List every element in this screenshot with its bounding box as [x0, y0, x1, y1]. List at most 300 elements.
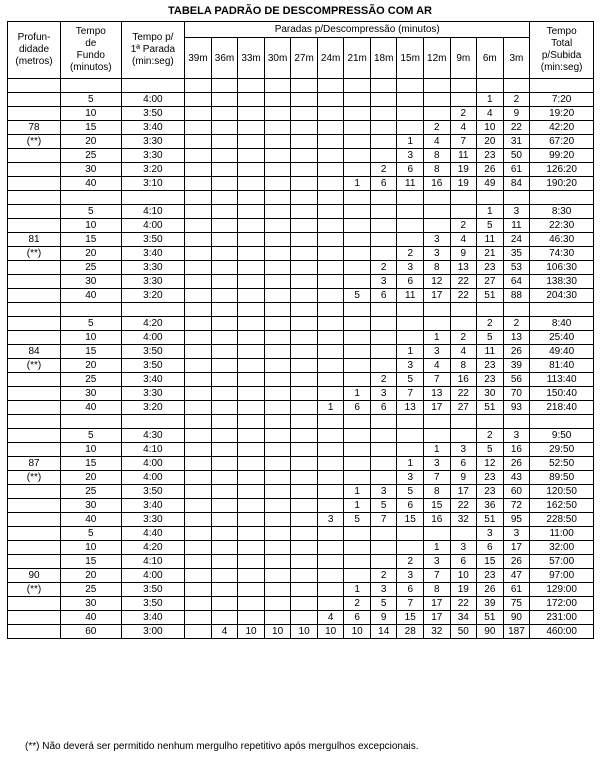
stop-cell: 49	[477, 177, 504, 191]
stop-cell: 27	[477, 275, 504, 289]
empty-cell	[264, 191, 291, 205]
stop-cell	[317, 149, 344, 163]
stop-cell	[185, 205, 212, 219]
stop-cell	[211, 121, 238, 135]
total-ascent-cell: 228:50	[530, 513, 594, 527]
depth-cell	[8, 485, 61, 499]
stop-cell: 26	[503, 457, 530, 471]
stop-cell	[185, 289, 212, 303]
stop-cell	[264, 401, 291, 415]
stop-cell	[238, 513, 265, 527]
stop-cell: 9	[503, 107, 530, 121]
table-row	[8, 499, 594, 513]
stop-cell: 4	[477, 107, 504, 121]
stop-cell: 43	[503, 471, 530, 485]
stop-cell	[238, 583, 265, 597]
stop-cell: 27	[450, 401, 477, 415]
first-stop-cell: 4:20	[121, 317, 185, 331]
empty-cell	[8, 415, 61, 429]
stop-cell	[291, 597, 318, 611]
header-bottom-time: Tempo de Fundo (minutos)	[61, 22, 121, 79]
stop-cell	[238, 541, 265, 555]
total-ascent-cell: 172:00	[530, 597, 594, 611]
stop-cell	[450, 205, 477, 219]
stop-cell	[317, 457, 344, 471]
empty-cell	[530, 191, 594, 205]
empty-cell	[185, 303, 212, 317]
stop-cell: 22	[503, 121, 530, 135]
stop-cell	[211, 555, 238, 569]
stop-cell: 3	[397, 569, 424, 583]
stop-cell: 47	[503, 569, 530, 583]
stop-cell	[238, 345, 265, 359]
bottom-time-cell: 10	[61, 541, 121, 555]
stop-cell: 22	[450, 387, 477, 401]
stop-cell: 61	[503, 163, 530, 177]
table-row	[8, 401, 594, 415]
depth-cell	[8, 555, 61, 569]
stop-cell: 2	[450, 107, 477, 121]
stop-cell: 6	[397, 583, 424, 597]
stop-cell: 7	[397, 597, 424, 611]
stop-cell: 3	[503, 429, 530, 443]
empty-cell	[450, 303, 477, 317]
bottom-time-cell: 30	[61, 597, 121, 611]
stop-cell: 39	[503, 359, 530, 373]
stop-cell	[344, 443, 371, 457]
bottom-time-cell: 10	[61, 219, 121, 233]
stop-cell	[424, 219, 451, 233]
empty-cell	[530, 415, 594, 429]
first-stop-cell: 3:30	[121, 275, 185, 289]
stop-cell: 1	[317, 401, 344, 415]
empty-cell	[121, 79, 185, 93]
table-row	[8, 317, 594, 331]
stop-cell	[397, 317, 424, 331]
stop-cell: 1	[397, 457, 424, 471]
total-ascent-cell: 120:50	[530, 485, 594, 499]
stop-cell	[185, 401, 212, 415]
stop-cell: 2	[477, 429, 504, 443]
stop-cell: 1	[344, 177, 371, 191]
table-row	[8, 429, 594, 443]
stop-cell: 11	[397, 177, 424, 191]
stop-cell	[291, 457, 318, 471]
stop-cell	[185, 443, 212, 457]
stop-cell	[185, 555, 212, 569]
stop-cell: 17	[450, 485, 477, 499]
table-row	[8, 625, 594, 639]
total-ascent-cell: 52:50	[530, 457, 594, 471]
stop-cell	[264, 205, 291, 219]
stop-cell	[317, 345, 344, 359]
stop-cell: 32	[424, 625, 451, 639]
first-stop-cell: 3:20	[121, 401, 185, 415]
first-stop-cell: 4:00	[121, 93, 185, 107]
stop-cell	[211, 135, 238, 149]
empty-cell	[503, 191, 530, 205]
stop-cell	[370, 527, 397, 541]
stop-cell: 3	[370, 485, 397, 499]
bottom-time-cell: 5	[61, 317, 121, 331]
depth-cell: (**)	[8, 583, 61, 597]
stop-cell	[291, 443, 318, 457]
total-ascent-cell: 11:00	[530, 527, 594, 541]
stop-cell: 53	[503, 261, 530, 275]
total-ascent-cell: 231:00	[530, 611, 594, 625]
stop-cell	[264, 373, 291, 387]
first-stop-cell: 3:40	[121, 611, 185, 625]
empty-cell	[317, 415, 344, 429]
stop-cell	[264, 555, 291, 569]
stop-cell	[264, 457, 291, 471]
stop-cell	[238, 261, 265, 275]
stop-cell	[317, 429, 344, 443]
empty-cell	[211, 303, 238, 317]
stop-cell: 13	[424, 387, 451, 401]
first-stop-cell: 3:30	[121, 261, 185, 275]
header-total-ascent: Tempo Total p/Subida (min:seg)	[530, 22, 594, 79]
stop-cell	[185, 485, 212, 499]
stop-cell: 10	[344, 625, 371, 639]
stop-cell	[264, 359, 291, 373]
header-first-stop: Tempo p/ 1ª Parada (min:seg)	[121, 22, 185, 79]
stop-cell	[344, 317, 371, 331]
header-stop-depth: 18m	[370, 38, 397, 79]
empty-cell	[344, 415, 371, 429]
stop-cell: 1	[477, 205, 504, 219]
stop-cell	[397, 331, 424, 345]
stop-cell: 2	[370, 261, 397, 275]
table-row	[8, 457, 594, 471]
first-stop-cell: 3:40	[121, 247, 185, 261]
empty-cell	[317, 191, 344, 205]
stop-cell: 10	[477, 121, 504, 135]
stop-cell	[424, 205, 451, 219]
table-row	[8, 219, 594, 233]
stop-cell: 15	[424, 499, 451, 513]
header-stop-depth: 24m	[317, 38, 344, 79]
stop-cell	[291, 527, 318, 541]
stop-cell	[370, 135, 397, 149]
first-stop-cell: 3:50	[121, 597, 185, 611]
stop-cell: 6	[397, 275, 424, 289]
stop-cell	[185, 107, 212, 121]
stop-cell	[238, 359, 265, 373]
stop-cell	[344, 471, 371, 485]
stop-cell	[317, 107, 344, 121]
stop-cell	[317, 219, 344, 233]
stop-cell	[370, 359, 397, 373]
stop-cell	[264, 233, 291, 247]
stop-cell: 23	[477, 359, 504, 373]
bottom-time-cell: 15	[61, 345, 121, 359]
bottom-time-cell: 10	[61, 107, 121, 121]
stop-cell	[397, 205, 424, 219]
depth-cell: (**)	[8, 135, 61, 149]
stop-cell: 23	[477, 569, 504, 583]
stop-cell: 23	[477, 149, 504, 163]
stop-cell	[211, 443, 238, 457]
stop-cell: 16	[450, 373, 477, 387]
stop-cell	[370, 345, 397, 359]
table-row	[8, 597, 594, 611]
stop-cell: 51	[477, 289, 504, 303]
stop-cell	[264, 387, 291, 401]
depth-cell: 90	[8, 569, 61, 583]
header-stop-depth: 6m	[477, 38, 504, 79]
stop-cell: 51	[477, 401, 504, 415]
stop-cell: 93	[503, 401, 530, 415]
first-stop-cell: 3:50	[121, 233, 185, 247]
stop-cell	[344, 233, 371, 247]
empty-cell	[450, 415, 477, 429]
stop-cell	[211, 331, 238, 345]
stop-cell	[185, 149, 212, 163]
stop-cell	[211, 429, 238, 443]
empty-cell	[185, 415, 212, 429]
bottom-time-cell: 20	[61, 471, 121, 485]
stop-cell: 95	[503, 513, 530, 527]
stop-cell: 9	[370, 611, 397, 625]
bottom-time-cell: 15	[61, 233, 121, 247]
stop-cell	[211, 275, 238, 289]
stop-cell	[317, 177, 344, 191]
header-depth: Profun- didade (metros)	[8, 22, 61, 79]
table-row	[8, 527, 594, 541]
empty-cell	[450, 191, 477, 205]
stop-cell	[344, 93, 371, 107]
bottom-time-cell: 40	[61, 611, 121, 625]
bottom-time-cell: 5	[61, 527, 121, 541]
stop-cell: 6	[450, 555, 477, 569]
stop-cell: 2	[370, 163, 397, 177]
total-ascent-cell: 99:20	[530, 149, 594, 163]
stop-cell	[211, 163, 238, 177]
stop-cell	[211, 387, 238, 401]
table-body	[8, 79, 594, 639]
stop-cell	[397, 107, 424, 121]
stop-cell	[291, 555, 318, 569]
stop-cell: 1	[397, 345, 424, 359]
stop-cell	[211, 93, 238, 107]
first-stop-cell: 4:00	[121, 569, 185, 583]
stop-cell	[317, 331, 344, 345]
separator-row	[8, 415, 594, 429]
stop-cell	[211, 513, 238, 527]
depth-cell	[8, 219, 61, 233]
stop-cell: 31	[503, 135, 530, 149]
empty-cell	[8, 191, 61, 205]
stop-cell: 5	[477, 443, 504, 457]
total-ascent-cell: 67:20	[530, 135, 594, 149]
stop-cell: 22	[450, 275, 477, 289]
stop-cell	[291, 233, 318, 247]
stop-cell	[317, 275, 344, 289]
stop-cell	[264, 331, 291, 345]
stop-cell: 15	[477, 555, 504, 569]
stop-cell	[185, 275, 212, 289]
depth-cell	[8, 513, 61, 527]
stop-cell: 5	[477, 331, 504, 345]
stop-cell	[211, 233, 238, 247]
stop-cell: 11	[397, 289, 424, 303]
stop-cell: 17	[424, 597, 451, 611]
stop-cell	[317, 555, 344, 569]
stop-cell: 90	[503, 611, 530, 625]
stop-cell	[185, 611, 212, 625]
stop-cell	[317, 583, 344, 597]
total-ascent-cell: 162:50	[530, 499, 594, 513]
stop-cell	[264, 163, 291, 177]
table-row	[8, 121, 594, 135]
stop-cell	[211, 527, 238, 541]
bottom-time-cell: 25	[61, 373, 121, 387]
bottom-time-cell: 40	[61, 401, 121, 415]
stop-cell	[291, 359, 318, 373]
stop-cell	[344, 247, 371, 261]
first-stop-cell: 4:00	[121, 219, 185, 233]
stop-cell: 15	[397, 513, 424, 527]
stop-cell	[238, 457, 265, 471]
stop-cell	[344, 149, 371, 163]
stop-cell: 7	[397, 387, 424, 401]
stop-cell	[211, 401, 238, 415]
stop-cell: 3	[450, 541, 477, 555]
stop-cell	[370, 555, 397, 569]
stop-cell: 8	[424, 163, 451, 177]
empty-cell	[238, 79, 265, 93]
stop-cell	[238, 555, 265, 569]
empty-cell	[211, 415, 238, 429]
table-row	[8, 583, 594, 597]
stop-cell	[344, 569, 371, 583]
stop-cell	[397, 527, 424, 541]
stop-cell: 1	[344, 485, 371, 499]
stop-cell	[238, 205, 265, 219]
empty-cell	[121, 303, 185, 317]
empty-cell	[397, 303, 424, 317]
empty-cell	[477, 303, 504, 317]
first-stop-cell: 3:50	[121, 485, 185, 499]
first-stop-cell: 3:40	[121, 373, 185, 387]
stop-cell: 6	[370, 401, 397, 415]
depth-cell: (**)	[8, 471, 61, 485]
stop-cell	[238, 373, 265, 387]
stop-cell	[450, 93, 477, 107]
stop-cell: 1	[344, 387, 371, 401]
stop-cell	[264, 135, 291, 149]
depth-cell: (**)	[8, 247, 61, 261]
stop-cell	[211, 541, 238, 555]
stop-cell: 13	[503, 331, 530, 345]
stop-cell	[238, 485, 265, 499]
empty-cell	[397, 79, 424, 93]
stop-cell: 1	[424, 541, 451, 555]
stop-cell: 50	[503, 149, 530, 163]
depth-cell	[8, 611, 61, 625]
first-stop-cell: 4:00	[121, 457, 185, 471]
stop-cell	[238, 597, 265, 611]
stop-cell	[185, 457, 212, 471]
stop-cell	[238, 499, 265, 513]
stop-cell	[370, 219, 397, 233]
stop-cell	[317, 289, 344, 303]
bottom-time-cell: 20	[61, 359, 121, 373]
empty-cell	[211, 191, 238, 205]
depth-cell	[8, 541, 61, 555]
total-ascent-cell: 126:20	[530, 163, 594, 177]
empty-cell	[477, 415, 504, 429]
stop-cell: 4	[450, 345, 477, 359]
stop-cell	[211, 177, 238, 191]
empty-cell	[264, 79, 291, 93]
stop-cell: 26	[477, 583, 504, 597]
bottom-time-cell: 30	[61, 163, 121, 177]
stop-cell	[185, 583, 212, 597]
stop-cell	[370, 317, 397, 331]
stop-cell: 4	[424, 135, 451, 149]
stop-cell	[370, 457, 397, 471]
bottom-time-cell: 5	[61, 93, 121, 107]
stop-cell	[211, 569, 238, 583]
stop-cell	[264, 317, 291, 331]
stop-cell: 19	[450, 177, 477, 191]
stop-cell	[291, 569, 318, 583]
stop-cell	[185, 429, 212, 443]
stop-cell: 7	[370, 513, 397, 527]
empty-cell	[121, 191, 185, 205]
stop-cell	[211, 499, 238, 513]
stop-cell: 9	[450, 471, 477, 485]
stop-cell	[317, 135, 344, 149]
stop-cell	[370, 443, 397, 457]
depth-cell	[8, 93, 61, 107]
table-row	[8, 569, 594, 583]
stop-cell	[291, 177, 318, 191]
stop-cell: 50	[450, 625, 477, 639]
stop-cell: 70	[503, 387, 530, 401]
stop-cell	[291, 541, 318, 555]
bottom-time-cell: 30	[61, 387, 121, 401]
stop-cell	[211, 149, 238, 163]
stop-cell: 84	[503, 177, 530, 191]
bottom-time-cell: 15	[61, 457, 121, 471]
depth-cell: 81	[8, 233, 61, 247]
stop-cell	[370, 541, 397, 555]
stop-cell	[291, 121, 318, 135]
stop-cell	[185, 331, 212, 345]
stop-cell	[238, 331, 265, 345]
header-stop-depth: 21m	[344, 38, 371, 79]
stop-cell: 51	[477, 513, 504, 527]
empty-cell	[211, 79, 238, 93]
empty-cell	[291, 303, 318, 317]
stop-cell	[238, 93, 265, 107]
stop-cell	[450, 527, 477, 541]
stop-cell	[291, 583, 318, 597]
table-row	[8, 233, 594, 247]
stop-cell	[238, 611, 265, 625]
stop-cell	[185, 163, 212, 177]
table-row	[8, 387, 594, 401]
stop-cell	[264, 541, 291, 555]
first-stop-cell: 4:10	[121, 205, 185, 219]
stop-cell: 4	[317, 611, 344, 625]
stop-cell	[185, 387, 212, 401]
first-stop-cell: 4:30	[121, 429, 185, 443]
total-ascent-cell: 9:50	[530, 429, 594, 443]
